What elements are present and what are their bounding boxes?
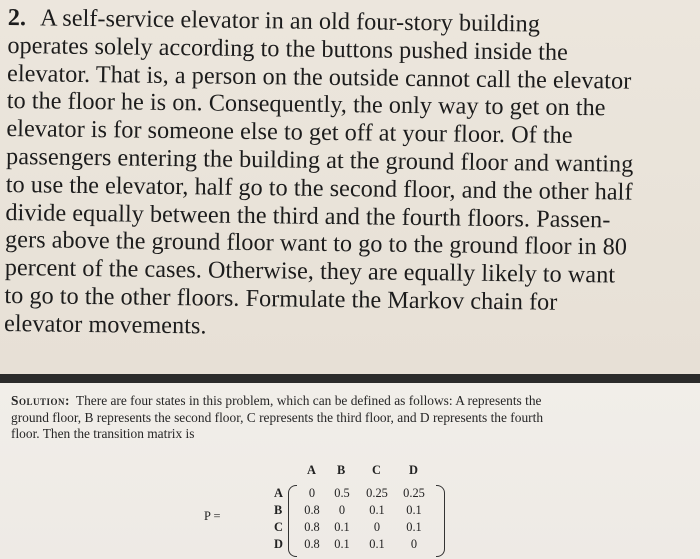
solution-label: Solution: [11,393,70,408]
solution-line-3: floor. Then the transition matrix is [11,426,195,442]
problem-line-4: to the floor he is on. Consequently, the only way to get on the [6,87,606,122]
problem-line-7: to use the elevator, half go to the second floor, and the other half [5,170,633,206]
matrix-cell: 0.1 [369,537,385,551]
matrix-cell: 0.1 [334,537,350,551]
problem-text [4,4,680,346]
matrix-right-bracket [436,485,445,557]
problem-line-1: 2. A self-service elevator in an old four-story building [7,4,541,38]
matrix-cell: 0 [373,520,381,534]
matrix-lhs: P = [204,509,221,523]
column-header-a: A [307,463,316,477]
column-header-c: C [372,463,381,477]
row-header-c: C [274,520,283,534]
solution-section [0,383,700,559]
problem-line-2: operates solely according to the buttons pushed inside the [7,31,569,66]
problem-number: 2. [7,4,27,32]
row-header-d: D [274,537,283,551]
problem-line-12: elevator movements. [3,309,207,340]
problem-line-5: elevator is for someone else to get off at your floor. Of the [6,115,573,150]
problem-line-10: percent of the cases. Otherwise, they are equally likely to want [4,254,616,289]
solution-text [11,393,679,443]
column-header-d: D [409,463,418,477]
matrix-cell: 0.1 [406,520,422,534]
matrix-cell: 0 [410,537,418,551]
matrix-cell: 0.1 [369,503,385,517]
matrix-cell: 0 [338,503,346,517]
section-divider [0,374,700,383]
problem-line-9: gers above the ground floor want to go to the ground floor in 80 [4,226,628,261]
matrix-cell: 0 [308,486,316,500]
problem-line-3: elevator. That is, a person on the outside cannot call the elevator [6,59,632,95]
problem-line-6: passengers entering the building at the ground floor and wanting [5,142,634,178]
column-header-b: B [337,463,346,477]
matrix-cell: 0.1 [406,503,422,517]
row-header-b: B [274,503,283,517]
matrix-cell: 0.25 [366,486,388,500]
matrix-cell: 0.8 [304,520,320,534]
problem-line-11: to go to the other floors. Formulate the Markov chain for [4,281,558,316]
problem-line-8: divide equally between the third and the fourth floors. Passen- [5,198,611,233]
row-header-a: A [274,486,283,500]
solution-line-2: ground floor, B represents the second floor, C represents the third floor, and D represents the fourth [11,409,544,425]
matrix-cell: 0.25 [403,486,425,500]
matrix-cell: 0.8 [304,537,320,551]
solution-line-1: Solution: There are four states in this problem, which can be defined as follows: A represents the [11,393,542,408]
matrix-cell: 0.8 [304,503,320,517]
matrix-cell: 0.5 [334,486,350,500]
transition-matrix [200,463,460,555]
matrix-cell: 0.1 [334,520,350,534]
